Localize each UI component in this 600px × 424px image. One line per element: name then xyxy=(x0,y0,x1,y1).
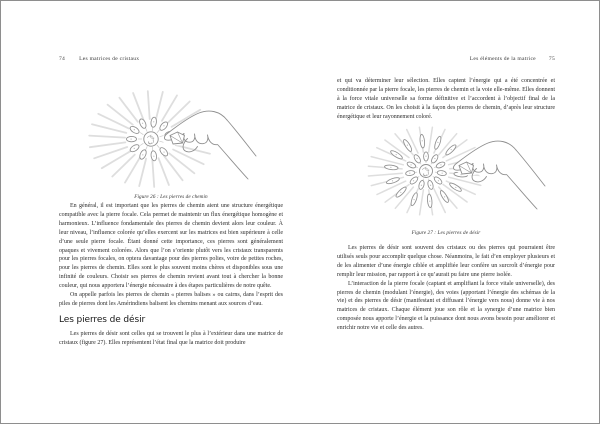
figure-27-illustration-crystal-matrix-hand xyxy=(331,119,571,231)
left-page xyxy=(59,1,283,424)
paragraph: En général, il est important que les pierres de chemin aient une structure énergétique compatible avec la pierre focale. Cela permet de maintenir un flux énergétique homogène et harmonieux. L’influence fondamentale des pierres de chemin devient alors leur couleur. À leur niveau, l’influence colorée qu’elles exercent sur les matrices est bien supérieure à celle d’une seule pierre focale. Étant donné cette importance, ces pierres sont généralement opaques et vivement colorées. Alors que l’on s’oriente plutôt vers les cristaux transparents pour les pierres focales, on optera davantage pour des pierres polies, voire de petites roches, pour les pierres de chemin. Elles sont le plus souvent moins chères et disponibles sous une infinité de couleurs. Choisir ses pierres de chemin revient avant tout à chercher la bonne couleur, qui nous apportera l’énergie nécessaire à des étapes particulières de notre quête. xyxy=(59,203,283,290)
right-folio: 75 xyxy=(548,56,555,62)
paragraph: et qui va déterminer leur sélection. Elles captent l’énergie qui a été concentrée et conditionnée par la pierre focale, les pierres de chemin et la voie elle-même. Elles donnent à la force vitale universelle sa forme définitive et l’accordent à l’objectif final de la matrice de cristaux. On les choisit à la façon des pierres de chemin, d’après leur structure énergétique et leur rayonnement coloré. xyxy=(337,78,555,120)
hand-placing-stone xyxy=(164,110,256,179)
figure-26-caption: Figure 26 : Les pierres de chemin xyxy=(134,194,208,200)
figure-26-illustration-crystal-matrix-hand xyxy=(51,71,291,191)
right-page-body-top xyxy=(337,77,555,122)
left-page-body xyxy=(59,202,283,348)
left-running-head: Les matrices de cristaux xyxy=(79,56,140,62)
left-folio: 74 xyxy=(59,56,66,62)
paragraph: Les pierres de désir sont celles qui se trouvent le plus à l’extérieur dans une matrice de cristaux (figure 27). Elles représentent l’état final que la matrice doit produire xyxy=(59,330,283,346)
figure-27-caption: Figure 27 : Les pierres de désir xyxy=(411,230,481,236)
paragraph: L’interaction de la pierre focale (captant et amplifiant la force vitale universelle), des pierres de chemin (modulant l’énergie), des voies (apportant l’énergie des schémas de la vie) et des pierres de désir (manifestant et diffusant l’énergie vers nous) donne vie à nos matrices de cristaux. Chaque élément joue son rôle et la synergie d’une matrice bien composée nous apporte l’énergie et la puissance dont nous avons besoin pour améliorer et enrichir notre vie et celle des autres. xyxy=(337,280,555,332)
right-running-head: Les éléments de la matrice xyxy=(469,56,536,62)
paragraph: On appelle parfois les pierres de chemin « pierres balises » ou cairns, dans l’esprit des piles de pierres dont les Amérindiens balisent les chemins menant aux sources d’eau. xyxy=(59,292,283,307)
right-page-header xyxy=(337,56,555,62)
right-page xyxy=(337,1,555,424)
right-page-body-bottom xyxy=(337,244,555,333)
focal-stone xyxy=(420,165,433,178)
focal-stone xyxy=(144,132,158,146)
left-page-header xyxy=(59,56,283,62)
section-heading-pierres-de-desir: Les pierres de désir xyxy=(59,314,146,325)
paragraph: Les pierres de désir sont souvent des cristaux ou des pierres qui pourraient être utilisés seuls pour accomplir quelque chose. Néanmoins, le fait d’en employer plusieurs et de les alimenter d’une énergie ciblée et amplifiée leur confère un surcroît d’énergie pour remplir leur mission, par rapport à ce qu’aurait pu faire une pierre isolée. xyxy=(337,245,555,278)
